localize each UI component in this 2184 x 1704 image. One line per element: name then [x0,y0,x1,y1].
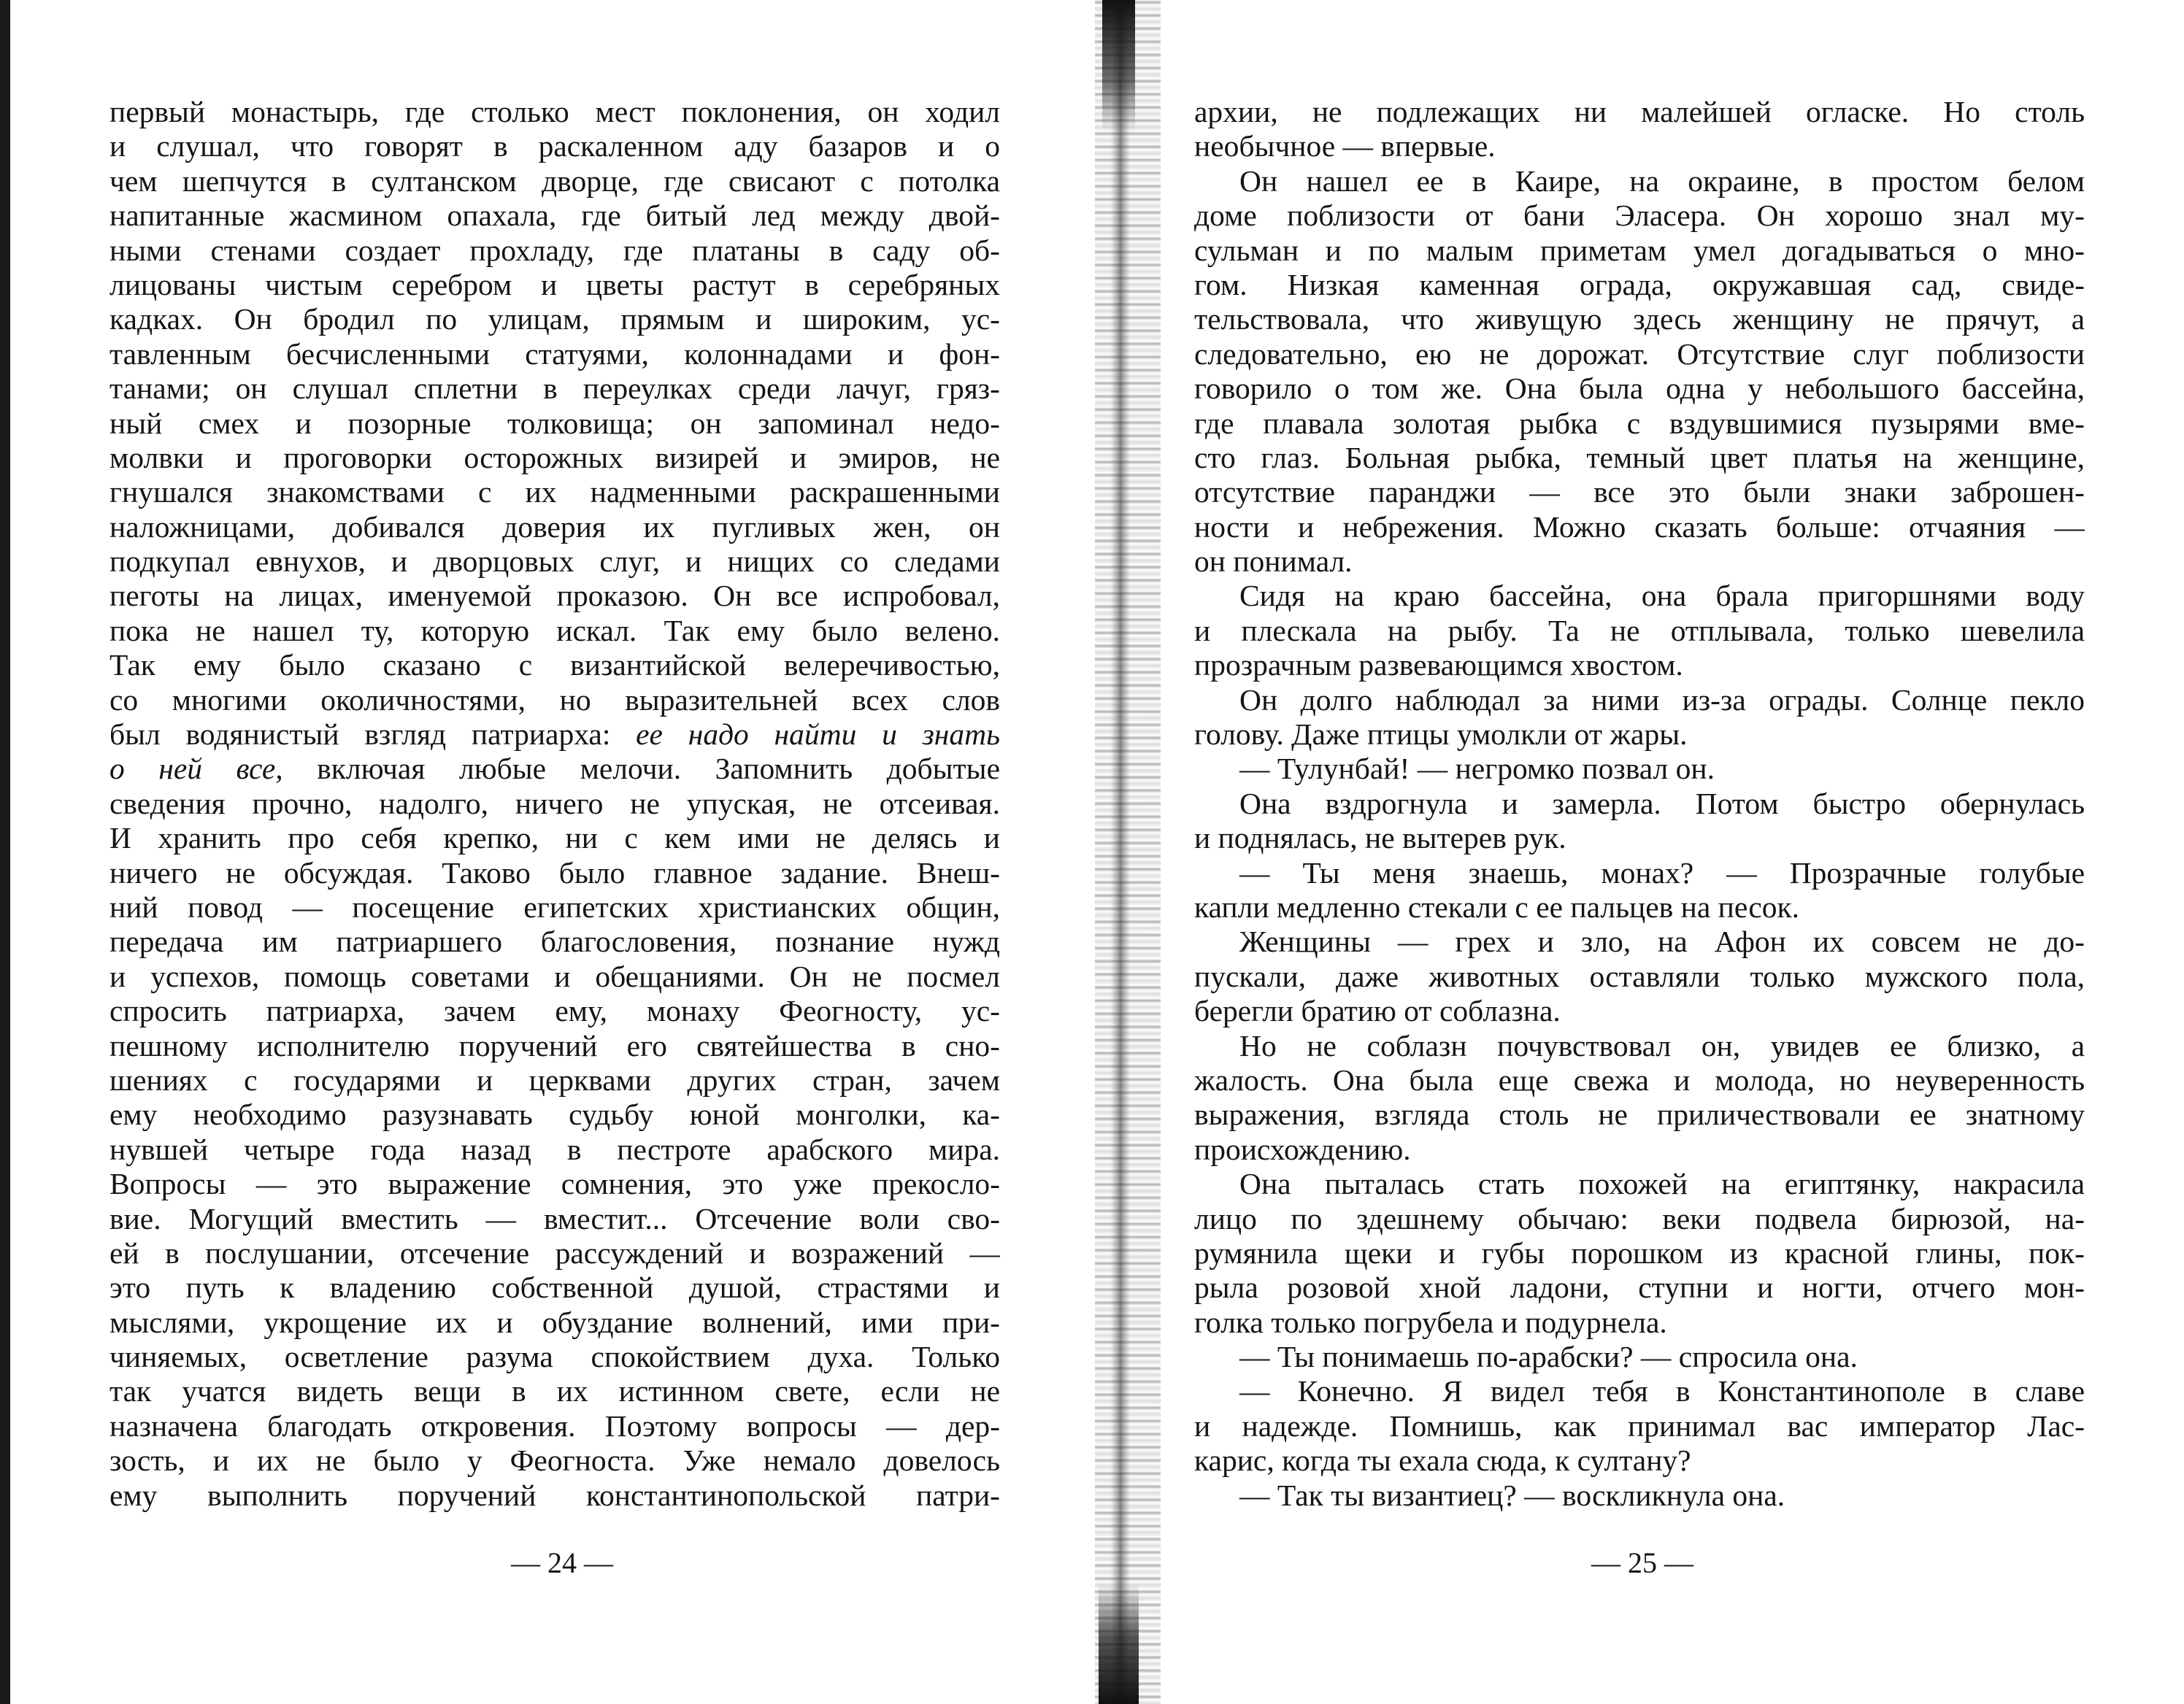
gutter-bottom-shadow [1099,1584,1139,1704]
text-line: доме поблизости от бани Эласера. Он хорошо знал му- [1194,198,2085,233]
text-line: архии, не подлежащих ни малейшей огласке. Но столь [1194,95,2085,128]
text-line: пускали, даже животных оставляли только мужского пола, [1194,959,2085,993]
text-line: Вопросы — это выражение сомнения, это уже прекосло- [109,1167,1000,1201]
text-line: пешному исполнителю поручений его святейшества в сно- [109,1028,1000,1063]
text-line: — Ты понимаешь по-арабски? — спросила она. [1239,1340,1858,1374]
text-line-with-italic [109,752,1000,786]
text-line: гнушался знакомствами с их надменными раскрашенными [109,475,1000,509]
text-line: так учатся видеть вещи в их истинном свете, если не [109,1374,1000,1408]
text-line: происхождению. [1194,1132,1411,1166]
italic-phrase: о ней все, [109,752,283,786]
text-line: сведения прочно, надолго, ничего не упуская, не отсеивая. [109,786,1000,820]
text-line: — Тулунбай! — негромко позвал он. [1239,752,1715,786]
text-line: он понимал. [1194,544,1353,579]
left-page-text [109,95,1000,1513]
right-page-text [1194,95,2085,1513]
text-line: следовательно, ею не дорожат. Отсутствие слуг поблизости [1194,336,2085,371]
text-line: румянила щеки и губы порошком из красной глины, пок- [1194,1235,2085,1270]
text-line: сульман и по малым приметам умел догадываться о мно- [1194,233,2085,267]
text-line: молвки и проговорки осторожных визирей и эмиров, не [109,440,1000,474]
text-line: и слушал, что говорят в раскаленном аду базаров и о [109,129,1000,163]
text-line: ему выполнить поручений константинопольской патри- [109,1478,1000,1512]
text-line: — Так ты византиец? — воскликнула она. [1239,1478,1785,1512]
text-line: кадках. Он бродил по улицам, прямым и широким, ус- [109,302,1000,336]
text-line: мыслями, укрощение их и обуздание волнений, ими при- [109,1305,1000,1339]
text-line: лицо по здешнему обычаю: веки подвела бирюзой, на- [1194,1201,2085,1235]
text-line: ный смех и позорные толковища; он запоминал недо- [109,406,1000,440]
italic-phrase: ее надо найти и знать [636,717,1000,752]
text-line: ему необходимо разузнавать судьбу юной монголки, ка- [109,1098,1000,1132]
text-line: тельствовала, что живущую здесь женщину не прячут, а [1194,302,2085,336]
text-line: отсутствие паранджи — все это были знаки заброшен- [1194,475,2085,509]
text-line: ничего не обсуждая. Таково было главное задание. Внеш- [109,855,1000,890]
text-line: чем шепчутся в султанском дворце, где свисают с потолка [109,163,1000,198]
text-line: напитанные жасмином опахала, где битый лед между двой- [109,198,1000,233]
text-line: Сидя на краю бассейна, она брала пригоршнями воду [1239,579,2085,613]
text-line: голову. Даже птицы умолкли от жары. [1194,717,1688,752]
text-line: ний повод — посещение египетских христианских общин, [109,890,1000,924]
text-line: нувшей четыре года назад в пестроте арабского мира. [109,1132,1000,1166]
text-line-part: включая любые мелочи. Запомнить добытые [282,752,1000,786]
page-number-right: — 25 — [1591,1546,1693,1579]
text-line: Но не соблазн почувствовал он, увидев ее близко, а [1239,1028,2085,1063]
text-line: Он нашел ее в Каире, на окраине, в простом белом [1239,163,2085,198]
text-line: и поднялась, не вытерев рук. [1194,821,1566,855]
text-line: жалость. Она была еще свежа и молода, но неуверенность [1194,1063,2085,1097]
text-line: зость, и их не было у Феогноста. Уже немало довелось [109,1443,1000,1478]
text-line: необычное — впервые. [1194,129,1496,163]
text-line: Женщины — грех и зло, на Афон их совсем не до- [1239,925,2085,959]
text-line: капли медленно стекали с ее пальцев на песок. [1194,890,1800,924]
text-line: ей в послушании, отсечение рассуждений и возражений — [109,1235,1000,1270]
text-line: пока не нашел ту, которую искал. Так ему было велено. [109,613,1000,647]
text-line: гом. Низкая каменная ограда, окружавшая сад, свиде- [1194,267,2085,301]
text-line: ными стенами создает прохладу, где платаны в саду об- [109,233,1000,267]
text-line: тавленным бесчисленными статуями, колоннадами и фон- [109,336,1000,371]
text-line: подкупал евнухов, и дворцовых слуг, и нищих со следами [109,544,1000,579]
text-line: передача им патриаршего благословения, познание нужд [109,925,1000,959]
text-line: со многими околичностями, но выразительней всех слов [109,682,1000,717]
page-number-left: — 24 — [511,1546,613,1579]
text-line: — Ты меня знаешь, монах? — Прозрачные голубые [1239,855,2085,890]
text-line: и плескала на рыбу. Та не отплывала, только шевелила [1194,613,2085,647]
text-line: берегли братию от соблазна. [1194,994,1561,1028]
text-line: и успехов, помощь советами и обещаниями. Он не посмел [109,959,1000,993]
text-line: чиняемых, осветление разума спокойствием духа. Только [109,1340,1000,1374]
text-line: первый монастырь, где столько мест поклонения, он ходил [109,95,1000,128]
left-page-edge-shadow [0,0,10,1704]
text-line: сто глаз. Больная рыбка, темный цвет платья на женщине, [1194,440,2085,474]
text-line-part: был водянистый взгляд патриарха: [109,717,637,752]
text-line: и надежде. Помнишь, как принимал вас император Лас- [1194,1408,2085,1443]
text-line: шениях с государями и церквами других стран, зачем [109,1063,1000,1097]
text-line: наложницами, добивался доверия их пугливых жен, он [109,509,1000,544]
gutter-shadow [1111,0,1130,1704]
text-line: И хранить про себя крепко, ни с кем ими не делясь и [109,821,1000,855]
text-line: Она вздрогнула и замерла. Потом быстро обернулась [1239,786,2085,820]
text-line: это путь к владению собственной душой, страстями и [109,1271,1000,1305]
text-line: выражения, взгляда столь не приличествовали ее знатному [1194,1098,2085,1132]
text-line: карис, когда ты ехала сюда, к султану? [1194,1443,1691,1478]
text-line: ности и небрежения. Можно сказать больше: отчаяния — [1194,509,2085,544]
text-line: прозрачным развевающимся хвостом. [1194,648,1683,682]
gutter-top-shadow [1102,0,1135,131]
text-line: голка только погрубела и подурнела. [1194,1305,1667,1339]
text-line-with-italic [109,717,1000,752]
text-line: назначена благодать откровения. Поэтому вопросы — дер- [109,1408,1000,1443]
text-line: спросить патриарха, зачем ему, монаху Феогносту, ус- [109,994,1000,1028]
text-line: говорило о том же. Она была одна у небольшого бассейна, [1194,371,2085,406]
text-line: танами; он слушал сплетни в переулках среди лачуг, гряз- [109,371,1000,406]
text-line: Так ему было сказано с византийской велеречивостью, [109,648,1000,682]
text-line: — Конечно. Я видел тебя в Константинополе в славе [1239,1374,2085,1408]
text-line: вие. Могущий вместить — вместит... Отсечение воли сво- [109,1201,1000,1235]
text-line: лицованы чистым серебром и цветы растут в серебряных [109,267,1000,301]
text-line: Она пыталась стать похожей на египтянку, накрасила [1239,1167,2085,1201]
text-line: Он долго наблюдал за ними из-за ограды. Солнце пекло [1239,682,2085,717]
text-line: пеготы на лицах, именуемой проказою. Он все испробовал, [109,579,1000,613]
text-line: где плавала золотая рыбка с вздувшимися пузырями вме- [1194,406,2085,440]
text-line: рыла розовой хной ладони, ступни и ногти, отчего мон- [1194,1271,2085,1305]
